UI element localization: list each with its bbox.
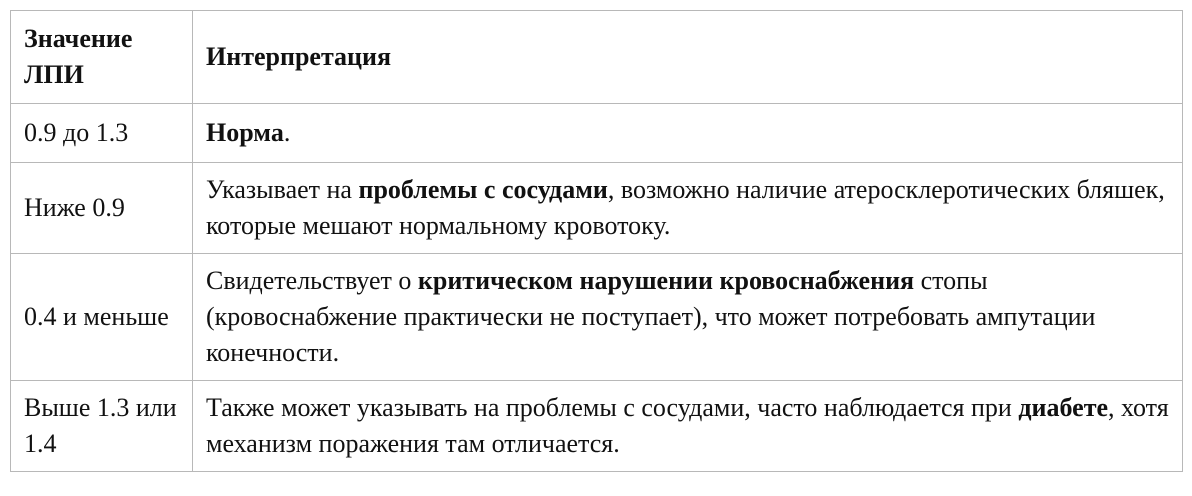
row-value: Ниже 0.9	[11, 163, 193, 254]
row-value: Выше 1.3 или 1.4	[11, 381, 193, 472]
row-value: 0.4 и меньше	[11, 254, 193, 381]
table-header-row	[11, 11, 1183, 104]
row-interpretation	[193, 254, 1183, 381]
interpretation-emphasis: проблемы с сосудами	[358, 175, 608, 204]
interpretation-text: Указывает на	[206, 175, 359, 204]
row-interpretation	[193, 104, 1183, 163]
abi-interpretation-table	[10, 10, 1183, 472]
interpretation-text: .	[283, 118, 291, 147]
header-interpretation: Интерпретация	[193, 11, 1183, 104]
interpretation-emphasis: критическом нарушении кровоснабжения	[417, 266, 915, 295]
table-row	[11, 254, 1183, 381]
row-interpretation	[193, 381, 1183, 472]
interpretation-text: , хотя механизм поражения там отличается.	[206, 393, 1169, 458]
row-interpretation	[193, 163, 1183, 254]
header-value: Значение ЛПИ	[11, 11, 193, 104]
interpretation-emphasis: Норма	[206, 118, 284, 147]
row-value: 0.9 до 1.3	[11, 104, 193, 163]
interpretation-text: Свидетельствует о	[206, 266, 418, 295]
interpretation-text: , возможно наличие атеросклеротических бляшек, которые мешают нормальному кровотоку.	[206, 175, 1165, 240]
table-row	[11, 381, 1183, 472]
interpretation-text: Также может указывать на проблемы с сосудами, часто наблюдается при	[206, 393, 1019, 422]
interpretation-text: стопы (кровоснабжение практически не поступает), что может потребовать ампутации конечности.	[206, 266, 1096, 367]
table-row	[11, 163, 1183, 254]
table-row	[11, 104, 1183, 163]
interpretation-emphasis: диабете	[1018, 393, 1109, 422]
